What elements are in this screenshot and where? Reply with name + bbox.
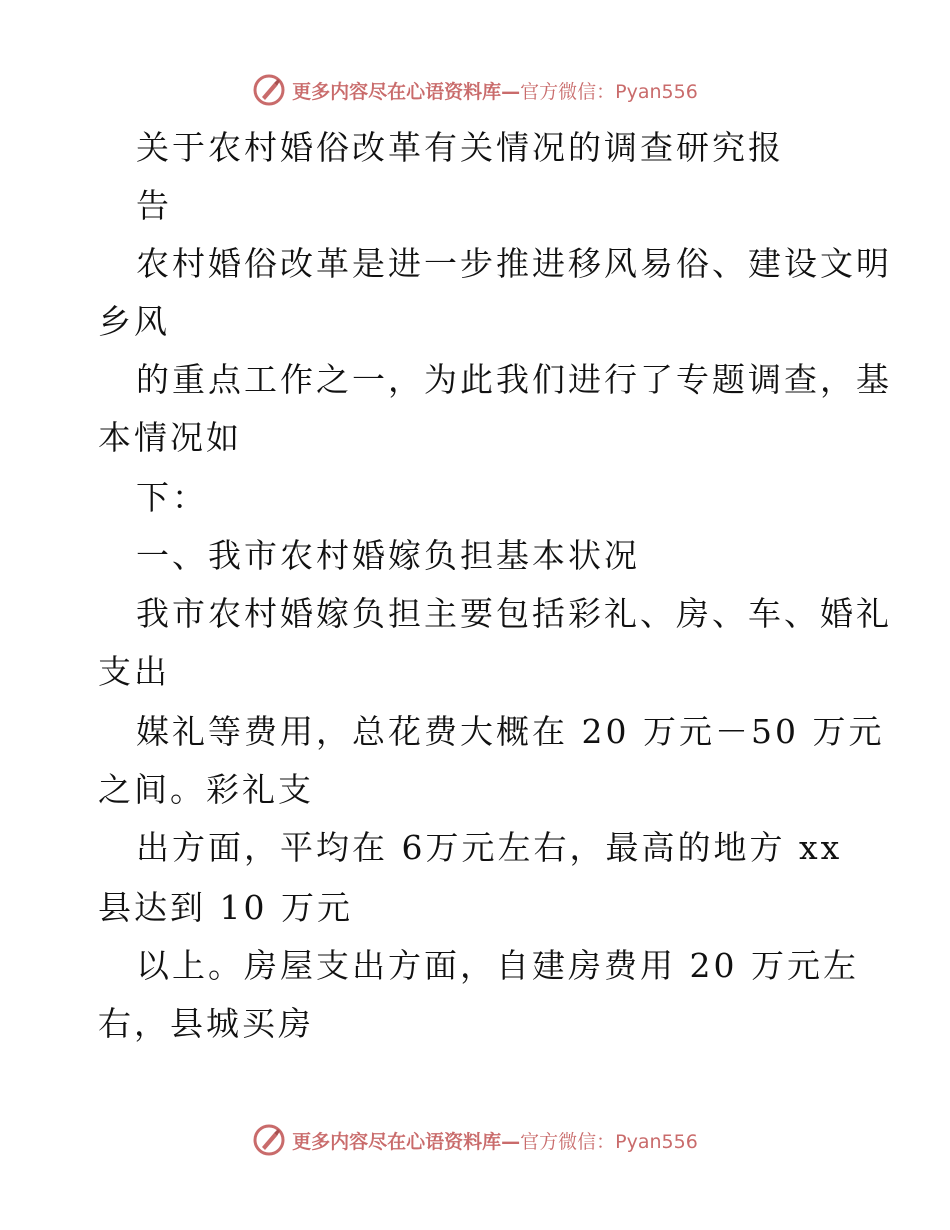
- banner-wechat-text: 官方微信：Pyan556: [520, 1130, 698, 1153]
- pen-nib-circle-logo-icon: [252, 73, 286, 107]
- banner-text: [292, 1127, 698, 1154]
- doc-paragraph-line: 出方面，平均在 6万元左右，最高的地方 xx: [136, 828, 843, 867]
- banner-text: [292, 77, 698, 104]
- pen-nib-circle-logo-icon: [252, 1123, 286, 1157]
- banner-wechat-text: 官方微信：Pyan556: [520, 80, 698, 103]
- doc-paragraph-line: 本情况如: [98, 418, 242, 457]
- banner-separator: —: [501, 1130, 521, 1153]
- doc-title-line-2: 告: [136, 186, 172, 225]
- doc-paragraph-line: 我市农村婚嫁负担主要包括彩礼、房、车、婚礼: [136, 594, 892, 633]
- doc-paragraph-line: 的重点工作之一，为此我们进行了专题调查，基: [136, 360, 892, 399]
- banner-separator: —: [501, 80, 521, 103]
- doc-section-heading: 一、我市农村婚嫁负担基本状况: [136, 536, 640, 575]
- doc-paragraph-line: 农村婚俗改革是进一步推进移风易俗、建设文明: [136, 244, 892, 283]
- banner-main-text: 更多内容尽在心语资料库: [292, 1130, 502, 1153]
- doc-paragraph-line: 乡风: [98, 302, 170, 341]
- doc-paragraph-line: 右，县城买房: [98, 1004, 314, 1043]
- doc-paragraph-line: 媒礼等费用，总花费大概在 20 万元－50 万元: [136, 712, 885, 751]
- footer-watermark-banner: [0, 1120, 950, 1160]
- header-watermark-banner: [0, 70, 950, 110]
- doc-paragraph-line: 支出: [98, 652, 170, 691]
- doc-paragraph-line: 县达到 10 万元: [98, 888, 353, 927]
- doc-paragraph-line: 之间。彩礼支: [98, 770, 314, 809]
- doc-title-line-1: 关于农村婚俗改革有关情况的调查研究报: [136, 128, 784, 167]
- banner-main-text: 更多内容尽在心语资料库: [292, 80, 502, 103]
- doc-paragraph-line: 下：: [136, 478, 208, 517]
- doc-paragraph-line: 以上。房屋支出方面，自建房费用 20 万元左: [136, 946, 859, 985]
